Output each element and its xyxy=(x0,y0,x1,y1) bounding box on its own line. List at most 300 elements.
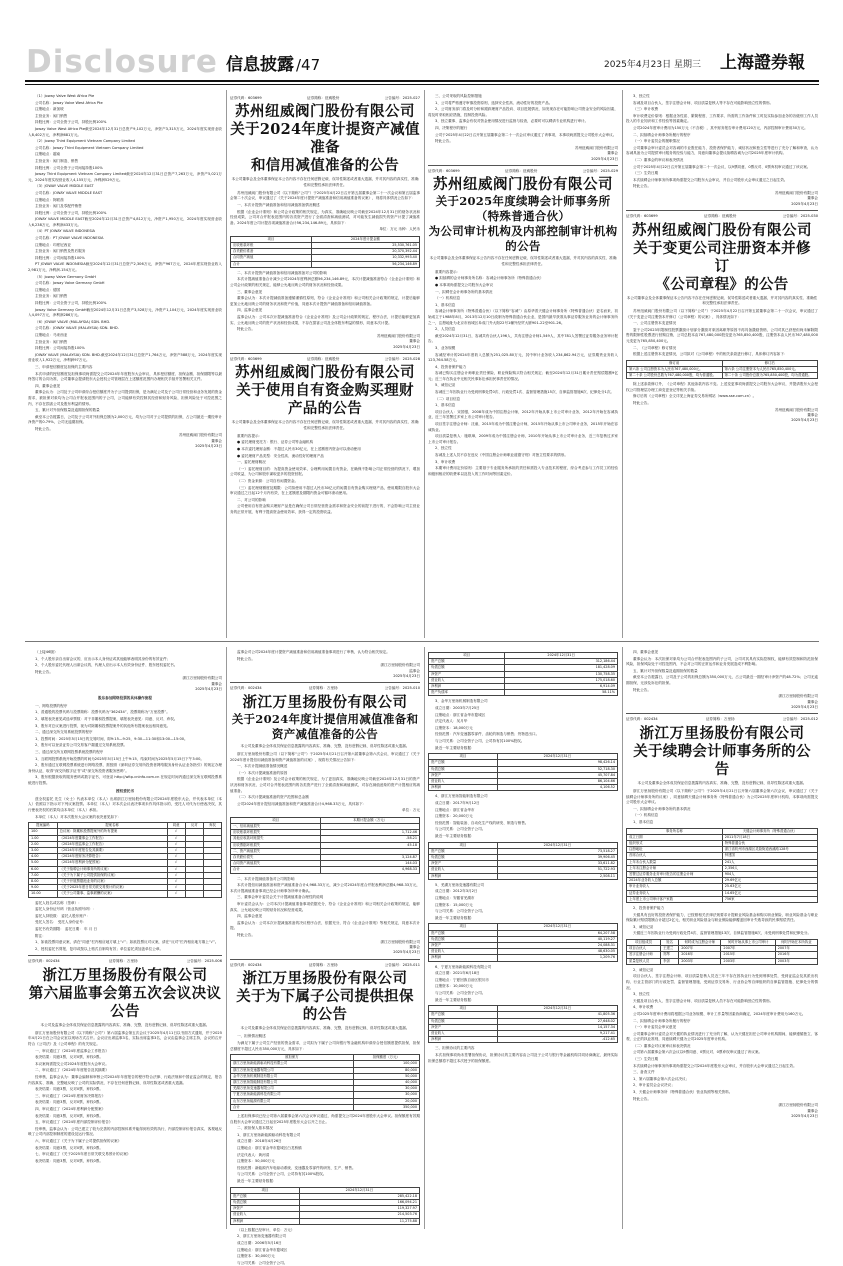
notice-title: 关于2024年度计提信用减值准备和资产减值准备的公告 xyxy=(231,711,419,741)
signature-company: 苏州纽威阀门股份有限公司 xyxy=(774,407,818,412)
table-cell: -58.21 xyxy=(321,836,420,842)
table-cell: 合同资产减值损失 xyxy=(231,861,321,867)
table-unit: 单位：万元 xyxy=(402,808,420,813)
paragraph: 特此公告。 xyxy=(633,401,651,406)
table-cell: 资产总额 xyxy=(429,930,498,936)
board-guarantee: 本公司及监事会全体成员保证信息披露的内容真实、准确、完整，没有虚假记载、误导性陈述或重大遗漏。 xyxy=(40,1022,210,1027)
text-flow xyxy=(428,94,618,145)
table-cell: 2007年 xyxy=(679,946,721,952)
table-cell: 2024年12月31日 xyxy=(505,653,618,659)
signature-board: 董事会 xyxy=(409,339,420,344)
paragraph: 表决结果：同意3票，反对0票，弃权0票。 xyxy=(35,1113,103,1118)
signature-board: 董事会 xyxy=(211,681,222,686)
paragraph: 五、累计对外担保数量及逾期担保的数量 xyxy=(633,668,698,673)
paragraph: 浙江万里扬股份有限公司（以下简称“公司”）第六届监事会第五次会议于2025年4月11日以书面方式通知，并于2025年4月21日在公司会议室以现场方式召开。会议应出席监事3名，实际出席监事3名，会议由监事会主席主持，会议的召开符合《公司法》及《公司章程》的有关规定。 xyxy=(28,1030,222,1047)
table-cell: 签字注册会计师 xyxy=(627,952,661,958)
paragraph: 二、被担保人基本情况 xyxy=(237,1126,273,1131)
paragraph: 主营业务：阀门销售 xyxy=(35,339,68,344)
paragraph: 鉴于公司2023年限制性股票激励计划部分激励对象因离职等原因不再具备激励资格，公司对其已获授但尚未解除限售的限制性股票进行回购注销，公司总股本由767,480,000股变更为765,850,400股，注册资本由人民币767,480,000元变更为765,850,400元。 xyxy=(626,327,818,343)
table-cell: 天健会计师事务所（特殊普通合伙） xyxy=(722,828,817,834)
paragraph: 2、独立性 xyxy=(435,446,452,451)
paragraph: （一）审计委员会的履职情况 xyxy=(633,139,680,144)
paragraph: 五、累计对外担保数量及逾期担保的数量 xyxy=(35,408,100,413)
table-row xyxy=(627,373,818,379)
paragraph: 一、审议通过了《2024年度监事会工作报告》 xyxy=(35,1048,109,1053)
paragraph: 四、监事会意见 xyxy=(237,308,263,313)
table-cell: 合计 xyxy=(231,1104,354,1110)
table-cell: 27,648.02 xyxy=(497,1018,617,1024)
table-cell: 《关于开展票据池业务的议案》 xyxy=(57,878,167,884)
paragraph: （二）本次计提减值准备的资产范围和总金额 xyxy=(237,795,309,800)
paragraph: （一）委托理财目的：为提高资金使用效率，合理利用闲置自有资金，在确保不影响公司正常经营的情况下，增加公司收益，为公司和股东谋取更多的投资回报。 xyxy=(230,466,420,477)
paragraph: 本单位（本人）对本次股东大会议案的表决意见如下： xyxy=(35,814,122,819)
notice-title-line: 和信用减值准备的公告 xyxy=(251,157,399,175)
table-cell: 14.65亿元 xyxy=(722,890,817,896)
table-cell: 350,000 xyxy=(353,1104,419,1110)
stock-abbr: 证券简称：纽威股份 xyxy=(505,168,538,173)
paragraph: 天健及项目合伙人、签字注册会计师、项目质量复核人员不存在可能影响独立性的情形。 xyxy=(633,998,774,1003)
paragraph: 与公司关系：公司全资子公司。 xyxy=(435,827,486,832)
paragraph: 三、通过深交所互联网投票系统投票的程序 xyxy=(35,749,104,754)
table-cell: 45,707.84 xyxy=(497,772,617,778)
page-number: /47 xyxy=(296,56,321,74)
paragraph: 3、独立性 xyxy=(633,94,650,98)
table-cell xyxy=(185,891,203,897)
table-cell: 9,217.41 xyxy=(497,1030,617,1036)
stock-code: 证券代码：002434 xyxy=(28,959,60,964)
paragraph: 五、审议通过了《2024年度内部控制评价报告》 xyxy=(35,1120,113,1125)
paragraph: 苏州纽威阀门股份有限公司（以下简称“公司”）于2025年4月22日召开第五届董事会第二十一次会议和第五届监事会第二十次会议，审议通过了《关于2024年度计提资产减值准备和信用减值准备的议案》，现将具体情况公告如下： xyxy=(230,190,420,201)
paragraph: 公司名称：Joway Third Equipment Vietnam Company Limited xyxy=(35,145,144,150)
paragraph: 三、担保协议的主要内容 xyxy=(435,1046,475,1051)
table-cell: 项目 xyxy=(231,817,321,823)
paragraph: 项目合伙人、签字注册会计师、项目质量复核人员近三年不存在因执业行为受到刑事处罚，受到证监会及其派出机构、行业主管部门的行政处罚、监督管理措施，受到证券交易所、行业协会等自律组织的自律监管措施、纪律处分的情况。 xyxy=(626,974,818,990)
notice-divider xyxy=(230,353,420,354)
paragraph: 审计委员会认为：公司本次计提减值准备事项依据充分，符合《企业会计准则》和公司相关会计政策的规定，能够真实、公允地反映公司的财务状况和经营成果。 xyxy=(230,901,420,912)
table-cell: 净资产 xyxy=(429,942,498,948)
table-cell: 24,088.31 xyxy=(497,942,617,948)
paragraph: JOWAY VALVE (MALAYSIA) SDN. BHD.截至2024年12月31日总资产1,764万元，净资产588万元，2024年度实现营业收入1,922万元，净利润97万元。 xyxy=(28,352,222,363)
board-guarantee: 本公司董事会及全体董事保证本公告内容不存在任何虚假记载、误导性陈述或者重大遗漏，并对其内容的真实性、准确性和完整性承担法律责任。 xyxy=(429,256,617,266)
table-cell: 《2024年年度报告及其摘要》 xyxy=(57,847,167,853)
paragraph: 2、浙江万里扬变速器有限公司 xyxy=(237,1234,287,1239)
table-row xyxy=(29,891,222,897)
table-cell: 第六条 公司注册资本为人民币765,850,400元。 xyxy=(722,366,818,372)
table-cell: 1,712.46 xyxy=(321,830,420,836)
paragraph: 5、芜湖万里扬变速器有限公司 xyxy=(435,882,485,887)
table-cell: 钟建国 xyxy=(722,853,817,859)
table-cell: 芜湖万里扬变速器有限公司 xyxy=(231,1086,354,1092)
table-cell: 项目 xyxy=(429,653,505,659)
paragraph: 根据《企业会计准则》和公司会计政策的相关规定，为真实、准确地反映公司截至2024年12月31日的财务状况和经营成果，公司对合并报表范围内的各类资产进行了全面清查和减值测试，对可能发生减值损失的资产计提了减值准备。2024年度公司计提各项减值准备合计56,234,146.89元，具体如下： xyxy=(230,209,420,225)
table-cell: 312,186.44 xyxy=(505,659,618,665)
table-cell: 浙江万里扬新能源驱动科技有限公司 xyxy=(231,1061,354,1067)
table-cell: 浙江万里扬智能制造有限公司 xyxy=(231,1079,354,1085)
top-column-1 xyxy=(28,94,222,638)
paragraph: 3、股东对总议案进行投票，视为对除累积投票提案外的其他所有提案表达相同意见。 xyxy=(35,723,171,728)
notice-title-line: 为公司审计机构及内部控制审计机构的公告 xyxy=(428,224,618,254)
top-column-4 xyxy=(626,94,818,638)
paragraph: （2）Joway Third Equipment Vietnam Company Limited xyxy=(35,139,135,144)
table-cell: 《2024年度财务决算报告》 xyxy=(57,854,167,860)
paragraph: 特此公告。 xyxy=(633,1096,651,1101)
table-cell: 2015年 xyxy=(721,952,775,958)
paragraph: 经营范围：智能装备、自动化生产线的研发、制造与销售。 xyxy=(435,820,529,825)
table-cell: 金华万里扬机械制造有限公司 xyxy=(231,1073,354,1079)
paragraph: 修订后的《公司章程》全文详见上海证券交易所网站（www.sse.com.cn）。 xyxy=(633,394,757,399)
table-cell: 100 xyxy=(29,829,58,835)
paragraph: ● 委托理财受托方：银行、证券公司等金融机构 xyxy=(237,440,314,445)
notice-meta xyxy=(626,214,818,219)
paragraph: 一、本次计提减值准备情况概述 xyxy=(237,764,288,769)
table-cell: 合同资产减值 xyxy=(231,255,312,261)
text-flow xyxy=(626,309,818,358)
signature-board: 董事会 xyxy=(807,1108,818,1113)
table-cell: 8.00 xyxy=(29,878,58,884)
signature-date: 2025年4月23日 xyxy=(393,950,420,955)
paragraph: 1、第六届董事会第六次会议决议； xyxy=(633,1076,690,1081)
table-cell: 175,018.60 xyxy=(505,677,618,683)
table-cell: 2011年7月18日 xyxy=(722,834,817,840)
notice-company: 苏州纽威阀门股份有限公司 xyxy=(433,176,613,194)
text-flow xyxy=(230,271,420,333)
issue-date: 2025年4月23日 星期三 xyxy=(604,60,701,70)
table-cell: 10.00 xyxy=(29,891,58,897)
paragraph: 1、投票时间：2025年5月15日的交易时间，即9:15—9:25，9:30—11:30和13:00—15:00。 xyxy=(35,736,188,741)
table-cell: 项目合伙人 xyxy=(627,946,661,952)
table-cell: 修订前 xyxy=(627,360,723,366)
table-row xyxy=(429,873,618,879)
table-cell: 30,000 xyxy=(353,1092,419,1098)
paragraph: 持股比例：公司全资子公司，持股比例100% xyxy=(35,210,107,215)
table-cell: 提案名称 xyxy=(57,823,167,829)
table-cell: 提案编码 xyxy=(29,823,58,829)
paragraph: 持股比例：公司全资子公司，持股比例100% xyxy=(35,301,107,305)
table-cell: 项目 xyxy=(429,754,498,760)
paragraph: 表决结果：同意3票，反对0票，弃权0票。 xyxy=(35,1055,103,1060)
table-cell: 2024年12月31日 xyxy=(497,842,617,848)
table-cell: 10,332,993.40 xyxy=(311,255,419,261)
notice-company: 苏州纽威阀门股份有限公司 xyxy=(235,103,415,121)
paragraph: 截至2024年12月31日，容诚共有合伙人196人，共有注册会计师1,549人，其中781人签署过证券服务业务审计报告。 xyxy=(428,333,618,344)
table-cell: 被担保方 xyxy=(231,1055,354,1061)
table-cell: 存货跌价准备 xyxy=(231,249,312,255)
column-separator xyxy=(622,90,623,638)
paragraph: 三、董事会审计委员会关于计提减值准备合理性的说明 xyxy=(237,895,324,900)
signature-board: 董事会 xyxy=(211,438,222,443)
paragraph: 根据上述注册资本变更情况，公司拟对《公司章程》中的相关条款进行修订，具体修订内容如下： xyxy=(633,352,788,357)
text-flow xyxy=(28,650,222,675)
paragraph: （三）生效日期 xyxy=(633,171,659,176)
column-separator xyxy=(424,90,425,638)
paragraph: 2、填报表决意见或选举票数：对于非累积投票提案，填报表决意见：同意、反对、弃权。 xyxy=(35,716,178,721)
paragraph: 三、公司采取的风险控制措施 xyxy=(435,94,482,98)
table-cell: 证券业务收入 xyxy=(627,890,723,896)
table-row xyxy=(429,955,618,961)
paragraph: （二）资金来源：公司自有闲置资金。 xyxy=(237,478,299,483)
table-cell: 98,426.14 xyxy=(497,760,617,766)
top-column-2 xyxy=(230,94,420,638)
paragraph: 一、网络投票的程序 xyxy=(35,703,68,708)
text-flow xyxy=(428,883,618,922)
paragraph: （三）生效日期 xyxy=(633,1057,659,1062)
paragraph: 3、独立董事、监事会有权对资金使用情况进行监督与检查，必要时可以聘请专业机构进行审计。 xyxy=(435,119,589,124)
table-cell: 《2024年度董事会工作报告》 xyxy=(57,835,167,841)
stock-code: 证券代码：603699 xyxy=(230,356,262,361)
notice-title-line: 《公司章程》的公告 xyxy=(655,275,789,293)
stock-code: 证券代码：603699 xyxy=(626,214,658,219)
paragraph: 重要内容提示： xyxy=(237,433,263,438)
table-cell: 二、资产减值损失 xyxy=(231,848,321,854)
table-cell: 修订后 xyxy=(722,360,818,366)
stock-abbr: 证券简称：万里扬 xyxy=(108,959,138,964)
notice-number: 公告编号：2025-011 xyxy=(384,962,420,967)
table-cell: 资产总额 xyxy=(429,659,505,665)
paragraph: 持股比例：公司全资子公司间接持股100% xyxy=(35,165,103,170)
table-cell: 2,356人 xyxy=(722,865,817,871)
paragraph: 一、委托理财概况 xyxy=(237,460,266,465)
data-table xyxy=(626,828,818,903)
signature-block xyxy=(230,334,420,350)
notice-meta xyxy=(230,357,420,362)
paragraph: 项目质量复核人：施琪璋，2009年成为中国注册会计师，2010年开始从事上市公司审计业务，近三年复核过多家上市公司审计报告。 xyxy=(428,434,618,444)
text-flow xyxy=(28,94,222,432)
masthead-rule xyxy=(25,80,819,82)
text-flow xyxy=(428,270,618,478)
signature-company: 浙江万里扬股份有限公司 xyxy=(380,939,420,944)
paragraph: 2、诚信记录 xyxy=(633,967,654,972)
table-row xyxy=(627,896,818,902)
paragraph: 注册地点：浙江省金华市 xyxy=(435,807,475,812)
table-cell: 营业收入 xyxy=(429,1030,498,1036)
table-cell: √ xyxy=(167,878,185,884)
table-cell: 营业收入 xyxy=(429,778,498,784)
notice-company: 苏州纽威阀门股份有限公司 xyxy=(235,364,415,382)
paragraph: 表决结果：同意3票，反对0票，弃权0票。 xyxy=(35,1158,103,1163)
notice-meta xyxy=(28,959,222,964)
paragraph: 经营范围：新能源汽车电驱动系统、变速器及零部件的研发、生产、销售。 xyxy=(237,1165,356,1170)
paragraph: 苏州纽威阀门股份有限公司（以下简称“公司”）于2025年4月22日召开第五届董事会第二十一次会议，审议通过了《关于变更公司注册资本并修订〈公司章程〉的议案》，具体情况如下： xyxy=(626,308,818,319)
proxy-form-title: 授权委托书 xyxy=(116,788,134,793)
signature-company: 浙江万里扬股份有限公司 xyxy=(182,676,222,681)
signature-date: 2025年4月23日 xyxy=(791,704,818,709)
paragraph: 特此公告。 xyxy=(237,656,255,661)
table-cell: 质量复核人员 xyxy=(627,958,661,964)
table-cell: 144.03 xyxy=(321,861,420,867)
paragraph: 容诚及项目合伙人、签字注册会计师、项目质量复核人等不存在可能影响独立性的情形。 xyxy=(633,100,774,105)
paragraph: 四、决策程序的履行 xyxy=(435,125,468,130)
paragraph: 公司于2025年4月22日召开第五届董事会第二十一次会议审议通过了该事项，本事项尚需提交公司股东大会审议。 xyxy=(435,132,617,137)
table-cell: 事务所名称 xyxy=(627,828,723,834)
paragraph: 二、对公司的影响 xyxy=(237,497,266,502)
masthead-brand: Disclosure xyxy=(26,44,218,80)
paragraph: 项目合伙人：宋国强，2008年成为中国注册会计师，2012年开始从事上市公司审计业务，2012年开始在容诚执业，近三年签署过多家上市公司审计报告。 xyxy=(428,409,618,420)
paragraph: 法定代表人：黄河清 xyxy=(237,1152,270,1157)
paragraph: 注册地点：浙江省金华市婺城区 xyxy=(237,1247,288,1252)
paragraph: 2、审计委员会会议决议； xyxy=(633,1083,675,1088)
table-cell: 浙江省杭州市西湖区灵隐街道西溪路128号 xyxy=(722,847,817,853)
table-cell: 净利润 xyxy=(231,1218,300,1224)
signature-board: 董事会 xyxy=(409,944,420,949)
table-cell: 第二十条 公司股份总数为767,480,000股，均为普通股。 xyxy=(627,373,723,379)
table-cell: 同意 xyxy=(167,823,185,829)
paragraph: 审计收费定价原则：根据业务性质、繁简程度、工作要求、所需的工作条件和工时及实际参加业务的各级别工作人员投入的专业知识和工作经验等因素确定。 xyxy=(626,113,818,124)
table-cell: 3,124.87 xyxy=(321,854,420,860)
notice-title-line: 关于变更公司注册资本并修订 xyxy=(633,239,811,275)
table-cell: √ xyxy=(167,847,185,853)
paragraph: 二、通过深交所交易系统投票的程序 xyxy=(35,730,93,735)
top-column-3 xyxy=(428,94,618,638)
table-cell: 3.00 xyxy=(29,847,58,853)
table-cell: 审计业务收入 xyxy=(627,884,723,890)
paragraph: 注册地点：越南 xyxy=(35,152,61,157)
paragraph: 1、基本信息 xyxy=(435,302,456,307)
table-cell: 浙江万里扬变速器有限公司 xyxy=(231,1067,354,1073)
stock-code: 证券代码：002434 xyxy=(230,686,262,691)
paragraph: 董事会认为：本次担保对象均为公司合并报表范围内的子公司，公司对其具有实际控制权，能够有效控制和防范担保风险，担保风险处于可控范围内，不会对公司的正常运作和业务发展造成不利影响。 xyxy=(626,656,818,667)
paragraph: 董事会认为：本次计提减值准备遵循谨慎性原则，符合《企业会计准则》和公司相关会计政策的规定，计提后能够更加公允地反映公司的财务状况和资产价值，同意本次计提资产减值准备和信用减值准备。 xyxy=(230,296,420,306)
table-cell: 上年末注册会计师 xyxy=(627,865,723,871)
paragraph: 兹全权委托 先生（女士）代表本单位（本人）出席浙江万里扬股份有限公司2024年度股东大会，并代表本单位（本人）依照以下指示对下列议案投票。本单位（本人）对本次会议表决事项未作具体指示的，受托人可代为行使表决权，其行使表决权的后果均由本单位（本人）承担。 xyxy=(28,796,222,812)
paragraph: 2、股东通过互联网投票系统进行网络投票，需按照《深圳证券交易所投资者网络服务身份认证业务指引》的规定办理身份认证，取得“深交所数字证书”或“深交所投资者服务密码”。 xyxy=(28,763,222,773)
paragraph: 3、审计收费 xyxy=(435,459,456,464)
paragraph: 最近一年主要财务数据： xyxy=(435,833,475,838)
paragraph: Joway Valve Germany GmbH截至2024年12月31日总资产3,528万元，净资产1,104万元，2024年度实现营业收入4,097万元，净利润286万元。 xyxy=(28,307,222,318)
paragraph: 本次续聘会计师事务所事项尚需提交公司2024年度股东大会审议，并自股东大会审议通过之日起生效。 xyxy=(633,1063,797,1068)
text-flow xyxy=(626,382,818,406)
table-cell: 41,805.36 xyxy=(497,1012,617,1018)
paragraph: 1、个人股东亲自出席会议的，应出示本人身份证或其他能够表明其身份的有效证件； xyxy=(35,656,171,661)
paragraph: 三、审议通过了《2024年度财务决算报告》 xyxy=(35,1093,106,1098)
table-cell: 组织形式 xyxy=(627,840,723,846)
paragraph: 上述担保事项已经公司第六届董事会第六次会议审议通过，尚需提交公司2024年度股东大会审议。担保额度有效期自股东大会审议通过之日起至2025年度股东大会召开之日止。 xyxy=(230,1113,420,1124)
data-table xyxy=(626,360,818,380)
paragraph: 监事会对公司2024年度计提资产减值准备和信用减值准备事项进行了审核，认为符合相关规定。 xyxy=(237,650,390,654)
paragraph: 与公司关系：公司全资子公司。 xyxy=(435,990,486,995)
text-flow xyxy=(230,752,420,807)
paragraph: 注册资本：20,000万元 xyxy=(435,814,473,819)
notice-meta xyxy=(230,96,420,101)
stock-code: 证券代码：002434 xyxy=(230,962,262,967)
text-flow xyxy=(28,1031,222,1164)
table-cell: 2003年 xyxy=(721,958,775,964)
paragraph: 公司董事会审计委员会对容诚的专业胜任能力、投资者保护能力、诚信状况和独立性等进行了充分了解和审查，认为容诚具备为公司提供审计服务的经验与能力，同意向董事会提议续聘容诚为公司2025年度审计机构。 xyxy=(626,145,818,156)
notice-company: 苏州纽威阀门股份有限公司 xyxy=(632,221,812,239)
paragraph: 表决结果：同意3票，反对0票，弃权0票。 xyxy=(35,1145,103,1150)
table-cell: 4,106.52 xyxy=(497,785,617,791)
paragraph: 特此公告。 xyxy=(237,932,255,937)
paragraph: 注册资本：30,000万元 xyxy=(237,1254,275,1259)
table-cell: 20,370,392.44 xyxy=(311,249,419,255)
masthead-rule-thin xyxy=(25,84,819,85)
signature-date: 2025年4月23日 xyxy=(791,1114,818,1119)
paragraph: 注册资本：18,000万元 xyxy=(435,725,473,730)
text-flow xyxy=(626,94,818,190)
vote-table xyxy=(28,822,222,897)
table-cell: 2016年 xyxy=(679,952,721,958)
table-cell: 45.18 xyxy=(321,842,420,848)
notice-divider xyxy=(230,682,420,683)
table-cell: 其他应收款坏账损失 xyxy=(231,836,321,842)
paragraph: 容诚经审计的2024年度收入总额为251,025.80万元，其中审计业务收入234,862.94万元，证券期货业务收入123,764.58万元。 xyxy=(428,352,618,363)
notice-title: 关于续聘会计师事务所的公告 xyxy=(633,742,811,778)
table-cell: 净利润 xyxy=(429,684,505,690)
paragraph: 持股比例：公司间接持股100% xyxy=(35,255,85,260)
table-cell: 7.00 xyxy=(29,872,58,878)
table-cell: 1.00 xyxy=(29,835,58,841)
data-table xyxy=(230,1187,420,1225)
paragraph: 容诚及上述人员不存在违反《中国注册会计师职业道德守则》对独立性要求的情形。 xyxy=(435,453,568,457)
paragraph: 二、《公司章程》修订情况 xyxy=(633,345,677,350)
signature-board: 监事会 xyxy=(409,668,420,673)
table-cell: 241人 xyxy=(722,859,817,865)
section-name: 信息披露 xyxy=(226,55,294,75)
bottom-column-1 xyxy=(28,650,222,1230)
stock-code: 证券代码：603699 xyxy=(428,168,460,173)
notice-company: 浙江万里扬股份有限公司 xyxy=(242,970,408,988)
text-flow xyxy=(230,650,420,662)
paragraph: Joway Valve West Africa Pte截至2024年12月31日总资产9,102万元，净资产3,315万元，2024年度实现营业收入8,402万元，净利润681万元。 xyxy=(28,126,222,137)
paragraph: 注册资本：50,000万元 xyxy=(237,1159,275,1164)
table-row xyxy=(231,867,420,873)
paragraph: 注册地点：印度尼西亚 xyxy=(35,242,71,247)
table-cell: 第二十条 公司股份总数为765,850,400股，均为普通股。 xyxy=(722,373,818,379)
text-flow xyxy=(626,650,818,693)
table-cell: 应收票据坏账损失 xyxy=(231,842,321,848)
data-table xyxy=(428,923,618,961)
table-cell: 总议案：除累积投票提案外的所有提案 xyxy=(57,829,167,835)
paragraph: 注册地点：阿联酋 xyxy=(35,197,64,202)
paragraph: 三、备查文件 xyxy=(633,1070,655,1075)
paragraph: Joway Third Equipment Vietnam Company Limited截至2024年12月31日总资产7,263万元，净资产5,021万元，2024年度实现营业收入4,155万元，净利润529万元。 xyxy=(28,172,222,182)
text-flow xyxy=(626,906,818,937)
notice-title xyxy=(626,240,818,294)
table-row xyxy=(231,1104,420,1110)
paragraph: 浙江万里扬股份有限公司（以下简称“公司”）于2025年4月21日召开第六届董事会第六次会议，审议通过了《关于2024年度计提信用减值准备和资产减值准备的议案》，现将有关情况公告如下： xyxy=(230,752,420,762)
table-cell: 净资产 xyxy=(429,1024,498,1030)
section-title xyxy=(226,50,320,75)
paragraph: 天健具有良好的投资者保护能力，已按照相关法律法规要求计提职业风险基金和购买职业保险，职业风险基金与职业保险累计赔偿限额合计超过2亿元，相关职业风险基金与职业保险能够覆盖因审计失败导致的民事赔偿责任。 xyxy=(626,912,818,923)
table-cell: 一、信用减值损失 xyxy=(231,823,321,829)
notice-title-line: 关于2024年度计提资产减值准备 xyxy=(230,121,420,157)
table-cell: 40,000 xyxy=(353,1079,419,1085)
table-cell: 2024年度计提金额 xyxy=(311,236,419,242)
table-cell: 项目 xyxy=(429,1006,498,1012)
table-cell: 应收账款坏账损失 xyxy=(231,830,321,836)
paragraph: 3、金华万里扬机械制造有限公司 xyxy=(435,699,488,704)
board-guarantee: 本公司及董事会全体成员保证信息披露的内容真实、准确、完整，没有虚假记载、误导性陈述或重大遗漏。 xyxy=(240,1026,410,1031)
paragraph: 注册地点：德国 xyxy=(35,287,61,292)
table-cell: 净利润 xyxy=(429,955,498,961)
table-cell: 宁夏万里扬新能源科技有限公司 xyxy=(231,1092,354,1098)
notice-company: 浙江万里扬股份有限公司 xyxy=(42,966,208,984)
table-cell: 25.63亿元 xyxy=(722,884,817,890)
table-cell: 项目组成员 xyxy=(627,939,661,945)
notice-meta xyxy=(230,963,420,968)
table-cell: 2,508.11 xyxy=(497,873,617,879)
paragraph: 4、浙江万里扬智能制造有限公司 xyxy=(435,794,488,799)
paragraph: 特此公告。 xyxy=(35,669,53,674)
paragraph: 1、互联网投票系统开始投票的时间为2025年5月15日上午9:15，结束时间为2025年5月15日下午3:00。 xyxy=(35,756,205,761)
text-flow xyxy=(230,1228,420,1266)
paragraph: 成立日期：2017年9月12日 xyxy=(435,800,480,805)
notice-divider xyxy=(626,713,818,714)
paragraph: 本次计提信用减值准备和资产减值准备合计4,968.33万元，减少公司2024年度合并报表利润总额4,968.33万元，本次计提减值准备事项已经会计师事务所审计确认。 xyxy=(230,883,420,893)
table-cell: 净资产 xyxy=(429,861,498,867)
signature-company: 浙江万里扬股份有限公司 xyxy=(380,663,420,668)
notice-divider xyxy=(428,165,618,166)
paragraph: 受托人签名： 受托人身份证号： xyxy=(35,920,87,925)
